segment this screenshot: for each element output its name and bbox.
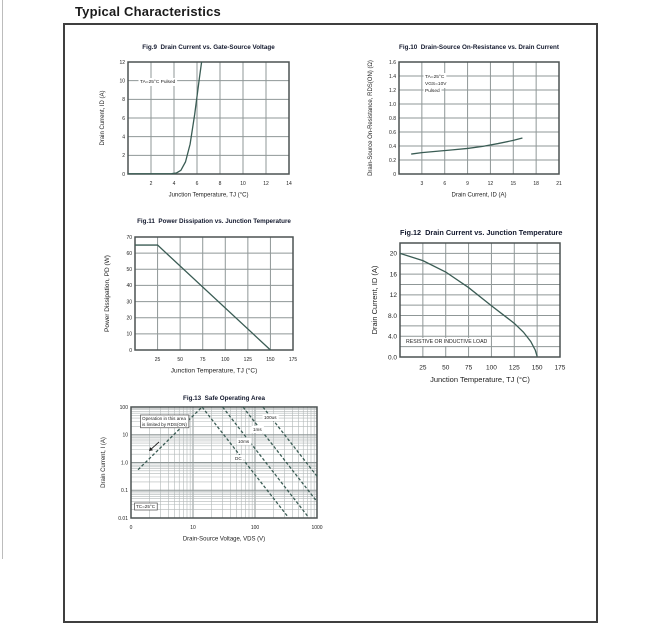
svg-text:75: 75 <box>199 357 206 363</box>
fig13-annotation: 100us <box>264 415 277 420</box>
svg-text:1.2: 1.2 <box>389 87 396 94</box>
svg-text:4.0: 4.0 <box>387 333 397 341</box>
fig13-annotation: Operation in this area is limited by RDS(ON) <box>142 416 187 427</box>
svg-text:0.01: 0.01 <box>118 515 128 522</box>
svg-text:0.2: 0.2 <box>389 157 396 164</box>
svg-text:15: 15 <box>510 181 517 187</box>
svg-text:125: 125 <box>508 364 520 372</box>
svg-text:6: 6 <box>122 115 125 122</box>
svg-text:10: 10 <box>126 331 132 338</box>
svg-text:1000: 1000 <box>311 525 323 531</box>
svg-text:Power Dissipation, PD (W): Power Dissipation, PD (W) <box>104 255 111 332</box>
fig13-annotation: 10ms <box>238 439 250 444</box>
fig12-annotation: RESISTIVE OR INDUCTIVE LOAD <box>406 339 488 345</box>
fig13-canvas <box>96 394 336 552</box>
svg-text:Drain Current, ID (A): Drain Current, ID (A) <box>451 192 507 199</box>
fig12-canvas <box>365 226 617 388</box>
svg-text:50: 50 <box>126 267 132 274</box>
svg-text:1.0: 1.0 <box>389 101 396 108</box>
svg-text:75: 75 <box>464 364 473 372</box>
svg-text:12: 12 <box>487 181 494 187</box>
svg-text:3: 3 <box>420 181 424 187</box>
svg-text:10: 10 <box>119 78 125 85</box>
figure-9-title: Fig.9 Drain Current vs. Gate-Source Voltage <box>142 44 275 51</box>
svg-text:20: 20 <box>126 315 132 322</box>
svg-text:6: 6 <box>195 181 199 187</box>
svg-text:Drain-Source On-Resistance, RD: Drain-Source On-Resistance, RDS(ON) (Ω) <box>368 60 374 176</box>
svg-text:10: 10 <box>190 525 196 531</box>
svg-text:150: 150 <box>531 364 543 372</box>
svg-text:100: 100 <box>221 357 230 363</box>
svg-text:8.0: 8.0 <box>387 312 397 320</box>
page-title: Typical Characteristics <box>75 4 221 19</box>
svg-text:8: 8 <box>218 181 222 187</box>
svg-text:25: 25 <box>419 364 427 372</box>
svg-text:0: 0 <box>122 171 125 178</box>
fig10-annotation: TA=25°C <box>425 75 445 80</box>
svg-text:Junction Temperature, TJ (°C): Junction Temperature, TJ (°C) <box>430 375 530 384</box>
page-edge-line <box>2 0 3 559</box>
svg-text:12: 12 <box>119 59 125 66</box>
svg-text:0.4: 0.4 <box>389 143 396 150</box>
fig10-annotation: VGS=10V <box>425 82 447 87</box>
svg-text:50: 50 <box>442 364 450 372</box>
svg-text:100: 100 <box>250 525 260 531</box>
svg-text:1.4: 1.4 <box>389 73 396 80</box>
figure-13 <box>96 394 336 552</box>
fig9-annotation: TA=25°C Pulsed <box>140 80 176 85</box>
svg-text:175: 175 <box>554 364 566 372</box>
fig11-canvas <box>100 216 340 378</box>
svg-text:0.6: 0.6 <box>389 129 396 136</box>
svg-text:1.0: 1.0 <box>121 460 128 467</box>
fig13-annotation: TC=25°C <box>136 504 156 509</box>
svg-text:2: 2 <box>149 181 153 187</box>
svg-text:40: 40 <box>126 283 132 290</box>
svg-text:12: 12 <box>389 292 397 300</box>
figure-9 <box>95 42 335 200</box>
svg-text:25: 25 <box>154 357 161 363</box>
svg-text:8: 8 <box>122 97 125 104</box>
svg-text:Junction Temperature, TJ (°C): Junction Temperature, TJ (°C) <box>170 367 258 375</box>
svg-text:1.6: 1.6 <box>389 59 396 66</box>
fig10-canvas <box>363 42 603 200</box>
svg-text:4: 4 <box>172 181 176 187</box>
svg-text:0: 0 <box>129 525 133 531</box>
svg-text:9: 9 <box>466 181 469 187</box>
fig13-series-dc-limit <box>202 407 287 516</box>
figure-10 <box>363 42 603 200</box>
svg-text:50: 50 <box>177 357 183 363</box>
svg-text:125: 125 <box>243 357 253 363</box>
svg-text:Junction Temperature, TJ (°C): Junction Temperature, TJ (°C) <box>168 192 249 199</box>
svg-text:0.0: 0.0 <box>387 354 397 362</box>
svg-text:21: 21 <box>556 181 562 187</box>
svg-text:Drain-Source Voltage, VDS (V): Drain-Source Voltage, VDS (V) <box>182 536 266 543</box>
svg-text:10: 10 <box>122 432 128 439</box>
svg-text:30: 30 <box>126 299 132 306</box>
svg-text:Drain Current, ID (A): Drain Current, ID (A) <box>100 90 106 146</box>
svg-text:4: 4 <box>122 134 125 141</box>
svg-text:0.8: 0.8 <box>389 115 396 122</box>
figure-13-title: Fig.13 Safe Operating Area <box>182 395 265 402</box>
svg-text:18: 18 <box>533 181 539 187</box>
svg-text:6: 6 <box>443 181 447 187</box>
fig10-annotation: Pulsed <box>425 89 440 94</box>
svg-text:20: 20 <box>389 250 397 258</box>
svg-text:Drain Current, ID (A): Drain Current, ID (A) <box>370 265 379 335</box>
svg-text:0: 0 <box>393 171 396 178</box>
svg-text:60: 60 <box>126 250 132 257</box>
svg-text:100: 100 <box>485 364 497 372</box>
svg-text:150: 150 <box>266 357 275 363</box>
figure-12-title: Fig.12 Drain Current vs. Junction Temperature <box>400 228 563 237</box>
fig13-annotation: DC <box>235 456 242 461</box>
svg-text:100: 100 <box>119 404 128 411</box>
svg-text:12: 12 <box>263 181 269 187</box>
figure-12 <box>365 226 617 388</box>
svg-text:10: 10 <box>240 181 246 187</box>
svg-text:Drain Current, I (A): Drain Current, I (A) <box>101 437 107 488</box>
svg-text:0.1: 0.1 <box>121 488 128 495</box>
svg-text:2: 2 <box>122 153 125 160</box>
svg-text:70: 70 <box>126 234 132 241</box>
svg-text:16: 16 <box>389 271 397 279</box>
figure-10-title: Fig.10 Drain-Source On-Resistance vs. Drain Current <box>399 44 559 51</box>
fig9-canvas <box>95 42 335 200</box>
svg-text:0: 0 <box>129 347 132 354</box>
figure-11 <box>100 216 340 378</box>
fig13-annotation: 1ms <box>253 427 262 432</box>
figure-11-title: Fig.11 Power Dissipation vs. Junction Temperature <box>137 218 291 225</box>
svg-text:14: 14 <box>286 181 292 187</box>
svg-text:175: 175 <box>288 357 298 363</box>
